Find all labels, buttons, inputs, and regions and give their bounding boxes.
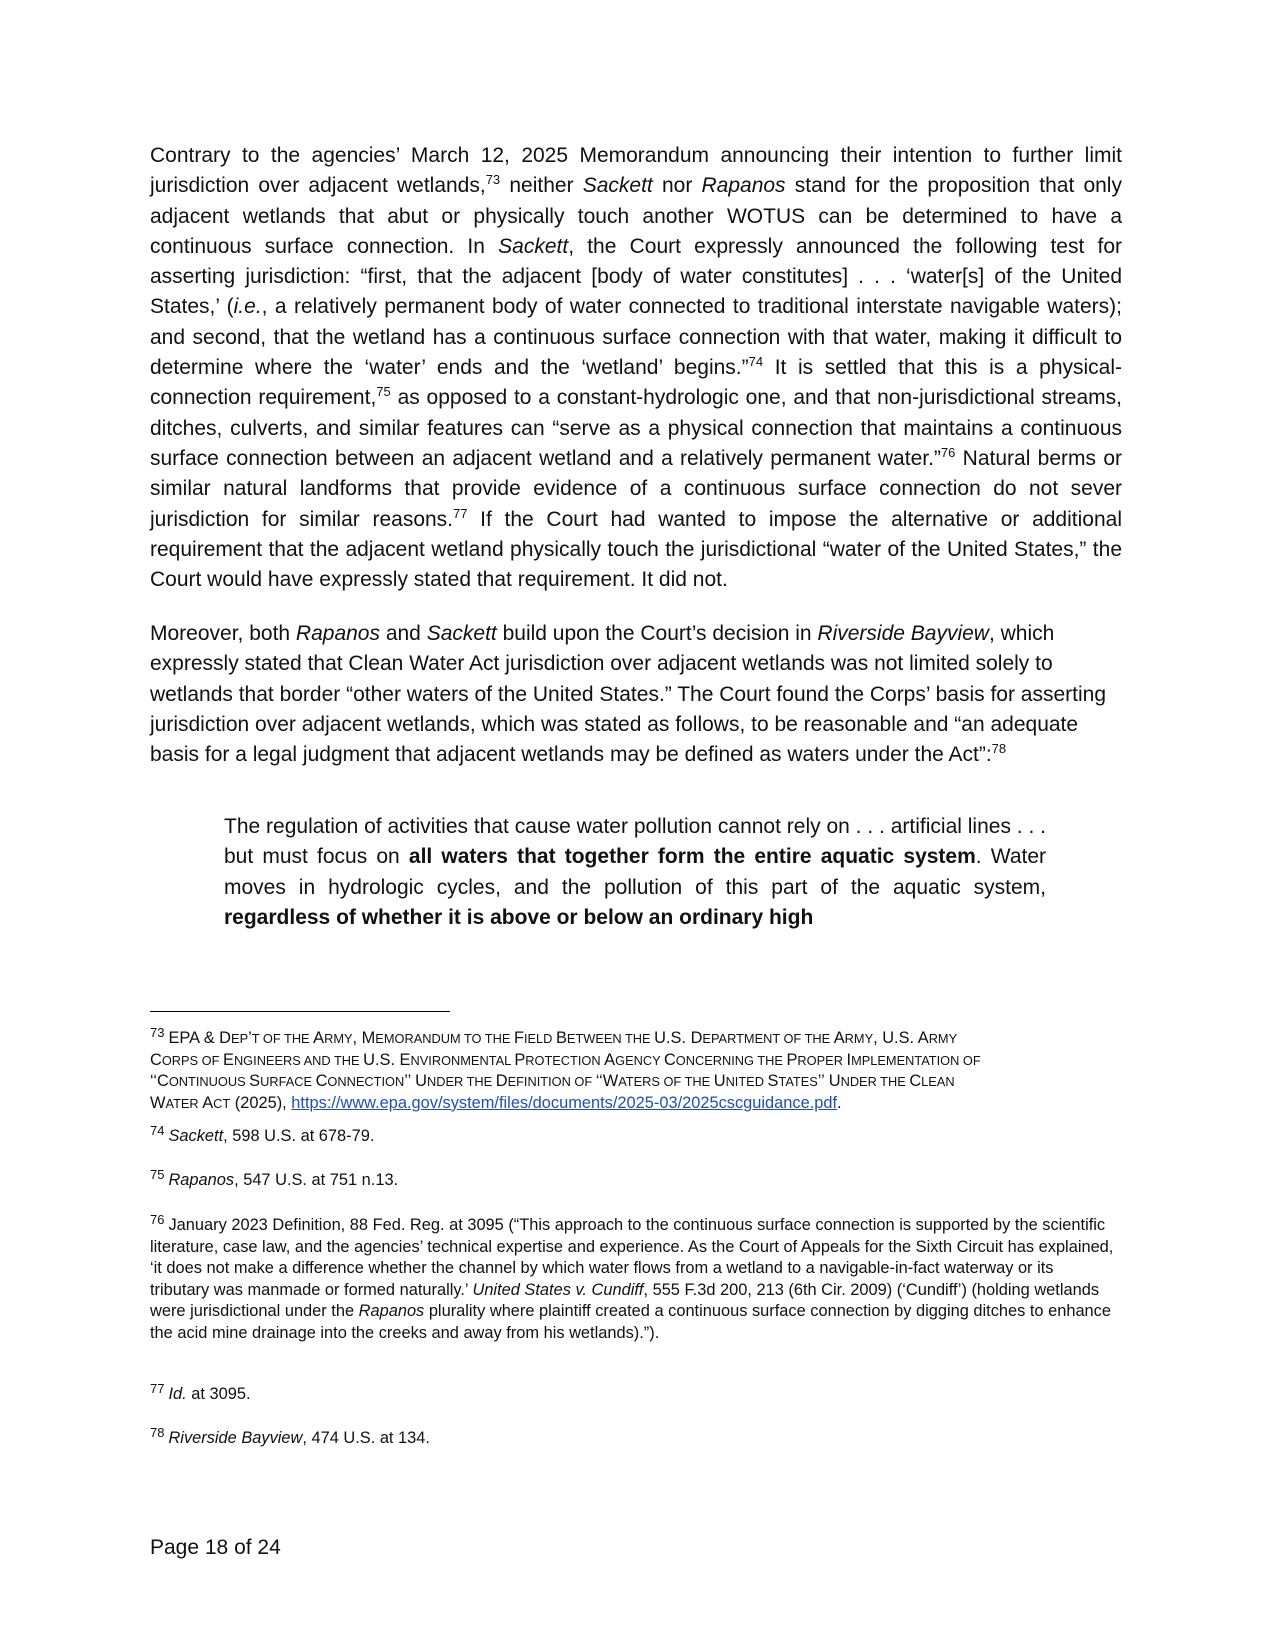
text-run: , 598 U.S. at 678-79.: [223, 1127, 375, 1145]
small-caps-run: RMY: [928, 1031, 958, 1046]
small-caps-run: W: [150, 1093, 166, 1112]
case-name-riverside-bayview: Riverside Bayview: [817, 622, 989, 645]
small-caps-run: EP: [231, 1031, 249, 1046]
small-caps-run: ONNECTION: [327, 1074, 405, 1089]
small-caps-run: GENCY: [615, 1052, 664, 1068]
case-name: Rapanos: [168, 1171, 235, 1189]
small-caps-run: TATES: [778, 1074, 818, 1089]
case-name: United States v. Cundiff: [472, 1280, 644, 1299]
text-run: plurality where plaintiff created a continuous surface connection by digging ditches to enhance the acid mine drainage into the creeks and away from his wetlands).”).: [150, 1302, 1111, 1342]
small-caps-run: I: [846, 1050, 852, 1069]
small-caps-run: ATER: [165, 1095, 203, 1111]
footnote-number: 75: [150, 1167, 165, 1182]
footnote-number: 77: [150, 1381, 165, 1396]
small-caps-run: A: [313, 1029, 325, 1047]
small-caps-run: A: [202, 1093, 214, 1112]
case-name-sackett: Sackett: [426, 622, 497, 645]
small-caps-run: LEAN: [921, 1074, 955, 1089]
small-caps-run: NVIRONMENTAL: [410, 1052, 515, 1068]
small-caps-run: F: [513, 1029, 524, 1047]
case-name-rapanos: Rapanos: [701, 174, 786, 198]
text-run: , which expressly stated that Clean Water Act jurisdiction over adjacent wetlands was not limited solely to wetlands that border “other waters of the United States.” The Court found the Corps’ basis for asserting jurisdiction over adjacent wetlands, which was stated as follows, to be reasonable and “an adequate basis for a legal judgment that adjacent wetlands may be defined as waters under the Act”:: [150, 622, 1106, 767]
text-run: , 547 U.S. at 751 n.13.: [234, 1171, 399, 1189]
small-caps-run: , U.S. A: [873, 1029, 929, 1047]
case-name: Rapanos: [358, 1302, 425, 1320]
text-run: January 2023 Definition, 88 Fed. Reg. at 3095 (“This approach to the continuous surface connection is supported by the scientific literature, case law, and the agencies’ technical expertise and experience. As the Court of Appeals for the Sixth Circuit has explained, ‘it does not make a difference whether the channel by which water flows from a wetland to a navigable-in-fact waterway or its tributary was manmade or formed naturally.’: [150, 1216, 1114, 1299]
case-name-sackett: Sackett: [498, 234, 569, 258]
text-run: . Water moves in hydrologic cycles, and the pollution of this part of the aquatic system,: [224, 845, 1046, 899]
footnote-ref-77[interactable]: 77: [453, 505, 468, 521]
small-caps-run: CT: [213, 1095, 231, 1111]
small-caps-run: S: [767, 1072, 779, 1090]
small-caps-run: ATERS OF THE: [618, 1074, 714, 1089]
text-run: , a relatively permanent body of water connected to traditional interstate navigable waters); and second, that the wetland has a continuous surface connection with that water, making it difficult to determine where the ‘water’ ends and the ‘wetland’ begins.”: [150, 295, 1122, 380]
block-quote: [224, 812, 1046, 933]
small-caps-run: C: [150, 1050, 162, 1069]
small-caps-run: A: [833, 1029, 845, 1047]
small-caps-run: ONCERNING THE: [675, 1052, 787, 1068]
epa-guidance-link[interactable]: https://www.epa.gov/system/files/documents/2025-03/2025cscguidance.pdf: [291, 1093, 838, 1112]
text-run: nor: [652, 174, 702, 198]
footnote-77: [150, 1381, 1110, 1406]
small-caps-run: D: [495, 1072, 508, 1090]
small-caps-run: S: [249, 1072, 261, 1090]
text-run: at 3095.: [186, 1385, 251, 1403]
text-run: , 555 F.3d 200, 213 (6th Cir. 2009) (‘Cundiff’) (holding wetlands were jurisdictional under the: [150, 1280, 1100, 1320]
small-caps-run: ‘‘C: [150, 1072, 169, 1090]
small-caps-run: NGINEERS AND THE: [233, 1052, 364, 1068]
small-caps-run: ROPER: [797, 1052, 847, 1068]
small-caps-run: EPARTMENT OF THE: [702, 1031, 834, 1046]
small-caps-run: P: [786, 1050, 798, 1069]
footnote-78: [150, 1425, 1110, 1450]
small-caps-run: ’’ U: [817, 1072, 841, 1090]
small-caps-run: EPA & D: [168, 1029, 232, 1047]
footnote-ref-78[interactable]: 78: [991, 741, 1007, 757]
footnote-74: [150, 1123, 1110, 1148]
case-name-rapanos: Rapanos: [295, 622, 380, 645]
footnote-ref-74[interactable]: 74: [748, 354, 764, 370]
small-caps-run: T OF THE: [251, 1031, 314, 1046]
small-caps-run: A: [604, 1050, 616, 1069]
text-run: (2025),: [230, 1093, 292, 1112]
small-caps-run: RMY: [844, 1031, 874, 1046]
footnote-separator: [150, 1011, 450, 1012]
small-caps-run: ‘‘W: [595, 1072, 619, 1090]
small-caps-run: RMY: [324, 1031, 353, 1046]
text-run: .: [837, 1093, 842, 1112]
text-run: and: [379, 622, 427, 645]
small-caps-run: E: [223, 1050, 234, 1069]
text-run: Natural berms or similar natural landforms that provide evidence of a continuous surface connection do not sever jurisdiction for similar reasons.: [150, 446, 1122, 531]
body-paragraph-1: [150, 141, 1122, 595]
footnote-ref-73[interactable]: 73: [485, 172, 501, 188]
small-caps-run: NDER THE: [427, 1074, 496, 1089]
text-run: Moreover, both: [150, 622, 296, 645]
small-caps-run: ETWEEN THE: [566, 1031, 655, 1046]
small-caps-run: MPLEMENTATION OF: [851, 1052, 981, 1068]
small-caps-run: U.S. D: [654, 1029, 703, 1047]
small-caps-run: C: [315, 1072, 328, 1090]
text-run: If the Court had wanted to impose the alternative or additional requirement that the adjacent wetland physically touch the jurisdictional “water of the United States,” the Court would have expressly stated that requirement. It did not.: [150, 507, 1122, 592]
footnote-number: 73: [150, 1025, 165, 1040]
small-caps-run: ORPS OF: [161, 1052, 223, 1068]
small-caps-run: C: [909, 1072, 922, 1090]
small-caps-run: C: [663, 1050, 676, 1069]
small-caps-run: U.S. E: [363, 1050, 411, 1069]
small-caps-run: URFACE: [260, 1074, 316, 1089]
text-run: , the Court expressly announced the following test for asserting jurisdiction: “first, that the adjacent [body of water constitutes] . . . ‘water[s] of the United States,’ (: [150, 234, 1122, 319]
text-run: The regulation of activities that cause water pollution cannot rely on . . . artificial lines . . . but must focus on: [224, 815, 1046, 869]
footnote-73: [150, 1025, 1110, 1114]
small-caps-run: EFINITION OF: [507, 1074, 596, 1089]
footnote-ref-76[interactable]: 76: [940, 444, 956, 460]
small-caps-run: P: [514, 1050, 526, 1069]
small-caps-run: U: [713, 1072, 726, 1090]
text-run: It is settled that this is a physical-connection requirement,: [150, 356, 1122, 410]
case-name: Id.: [168, 1385, 187, 1403]
text-run: neither: [500, 174, 583, 198]
footnote-number: 76: [150, 1212, 165, 1227]
small-caps-run: ONTINUOUS: [168, 1074, 250, 1089]
small-caps-run: ’’ U: [404, 1072, 427, 1090]
small-caps-run: , M: [352, 1029, 376, 1047]
small-caps-run: NITED: [725, 1074, 768, 1089]
ie-abbreviation: i.e.: [233, 295, 262, 319]
small-caps-run: ROTECTION: [525, 1052, 605, 1068]
small-caps-run: ’: [248, 1029, 252, 1047]
bold-emphasis: regardless of whether it is above or below an ordinary high: [224, 905, 814, 929]
small-caps-run: EMORANDUM TO THE: [375, 1031, 514, 1046]
page-number: Page 18 of 24: [150, 1536, 281, 1559]
text-run: build upon the Court’s decision in: [496, 622, 818, 645]
text-run: , 474 U.S. at 134.: [302, 1429, 430, 1447]
footnote-76: [150, 1212, 1115, 1344]
footnote-number: 78: [150, 1425, 165, 1440]
bold-emphasis: all waters that together form the entire aquatic system: [408, 845, 976, 869]
body-paragraph-2: [150, 619, 1122, 770]
small-caps-run: IELD: [523, 1031, 556, 1046]
case-name: Riverside Bayview: [168, 1429, 303, 1447]
footnote-ref-75[interactable]: 75: [376, 384, 391, 400]
text-run: Contrary to the agencies’ March 12, 2025 Memorandum announcing their intention to further limit jurisdiction over adjacent wetlands,: [150, 144, 1122, 198]
text-run: as opposed to a constant-hydrologic one, and that non-jurisdictional streams, ditches, culverts, and similar features can “serve as a physical connection that maintains a continuous surface connection between an adjacent wetland and a relatively permanent water.”: [150, 386, 1122, 470]
text-run: stand for the proposition that only adjacent wetlands that abut or physically touch another WOTUS can be determined to have a continuous surface connection. In: [150, 174, 1122, 258]
footnote-75: [150, 1167, 1110, 1192]
footnote-number: 74: [150, 1123, 165, 1138]
case-name: Sackett: [168, 1127, 224, 1145]
small-caps-run: NDER THE: [840, 1074, 910, 1089]
small-caps-run: B: [555, 1029, 567, 1047]
case-name-sackett: Sackett: [582, 174, 653, 198]
